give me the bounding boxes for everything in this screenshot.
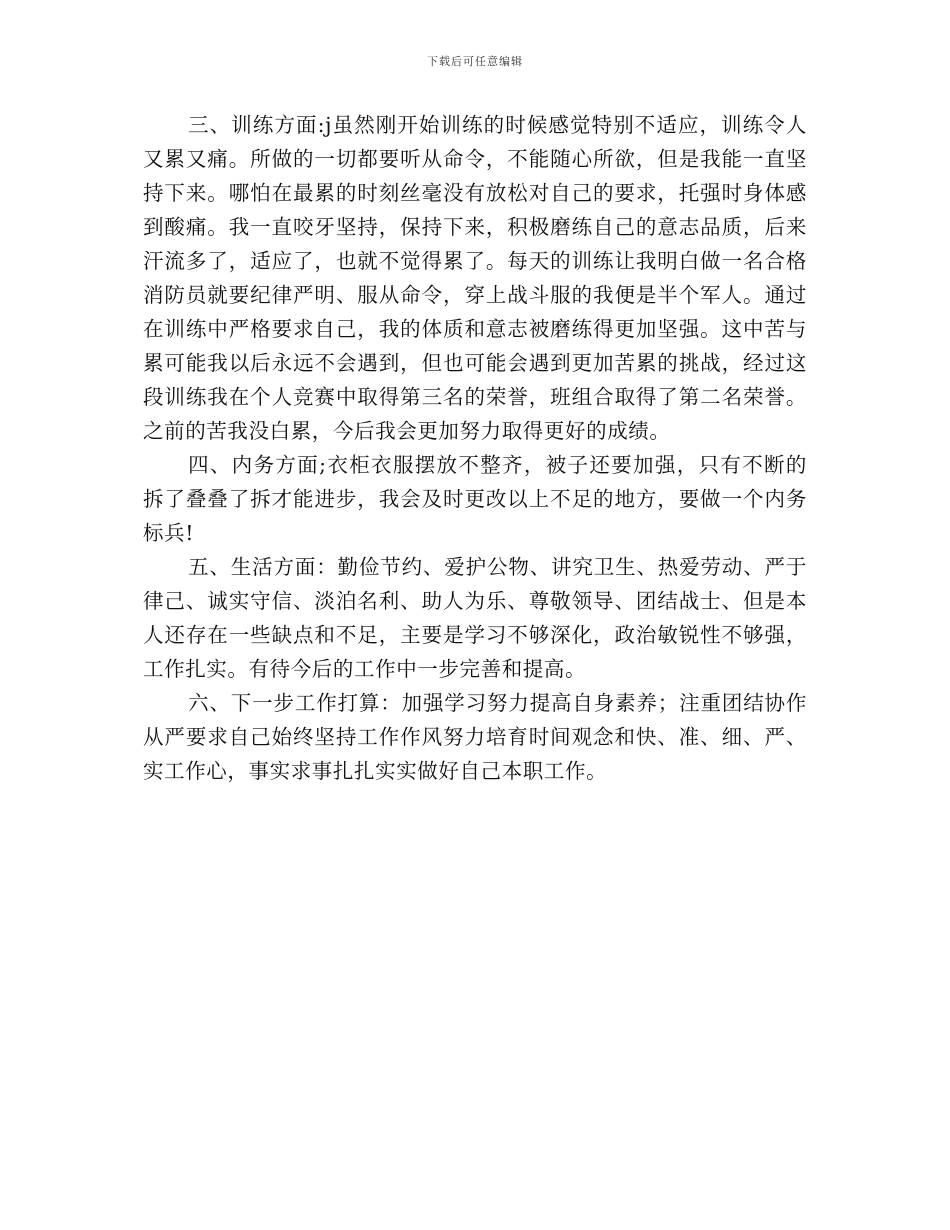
paragraph-training: 三、训练方面:j虽然刚开始训练的时候感觉特别不适应，训练令人又累又痛。所做的一切都要听从命令，不能随心所欲，但是我能一直坚持下来。哪怕在最累的时刻丝毫没有放松对自己的要求，托强时身体感到酸痛。我一直咬牙坚持，保持下来，积极磨练自己的意志品质，后来汗流多了，适应了，也就不觉得累了。每天的训练让我明白做一名合格消防员就要纪律严明、服从命令，穿上战斗服的我便是半个军人。通过在训练中严格要求自己，我的体质和意志被磨练得更加坚强。这中苦与累可能我以后永远不会遇到，但也可能会遇到更加苦累的挑战，经过这段训练我在个人竞赛中取得第三名的荣誉，班组合取得了第二名荣誉。之前的苦我没白累，今后我会更加努力取得更好的成绩。 [143,113,807,443]
paragraph-housekeeping: 四、内务方面;衣柜衣服摆放不整齐，被子还要加强，只有不断的拆了叠叠了拆才能进步，我会及时更改以上不足的地方，要做一个内务标兵! [143,453,807,545]
document-body [143,108,807,788]
page-header: 下载后可任意编辑 [427,55,523,68]
paragraph-daily-life: 五、生活方面：勤俭节约、爱护公物、讲究卫生、热爱劳动、严于律己、诚实守信、淡泊名利、助人为乐、尊敬领导、团结战士、但是本人还存在一些缺点和不足，主要是学习不够深化，政治敏锐性不够强，工作扎实。有待今后的工作中一步完善和提高。 [143,555,807,681]
paragraph-next-steps: 六、下一步工作打算：加强学习努力提高自身素养；注重团结协作从严要求自己始终坚持工作作风努力培育时间观念和快、准、细、严、实工作心，事实求事扎扎实实做好自己本职工作。 [143,691,807,783]
